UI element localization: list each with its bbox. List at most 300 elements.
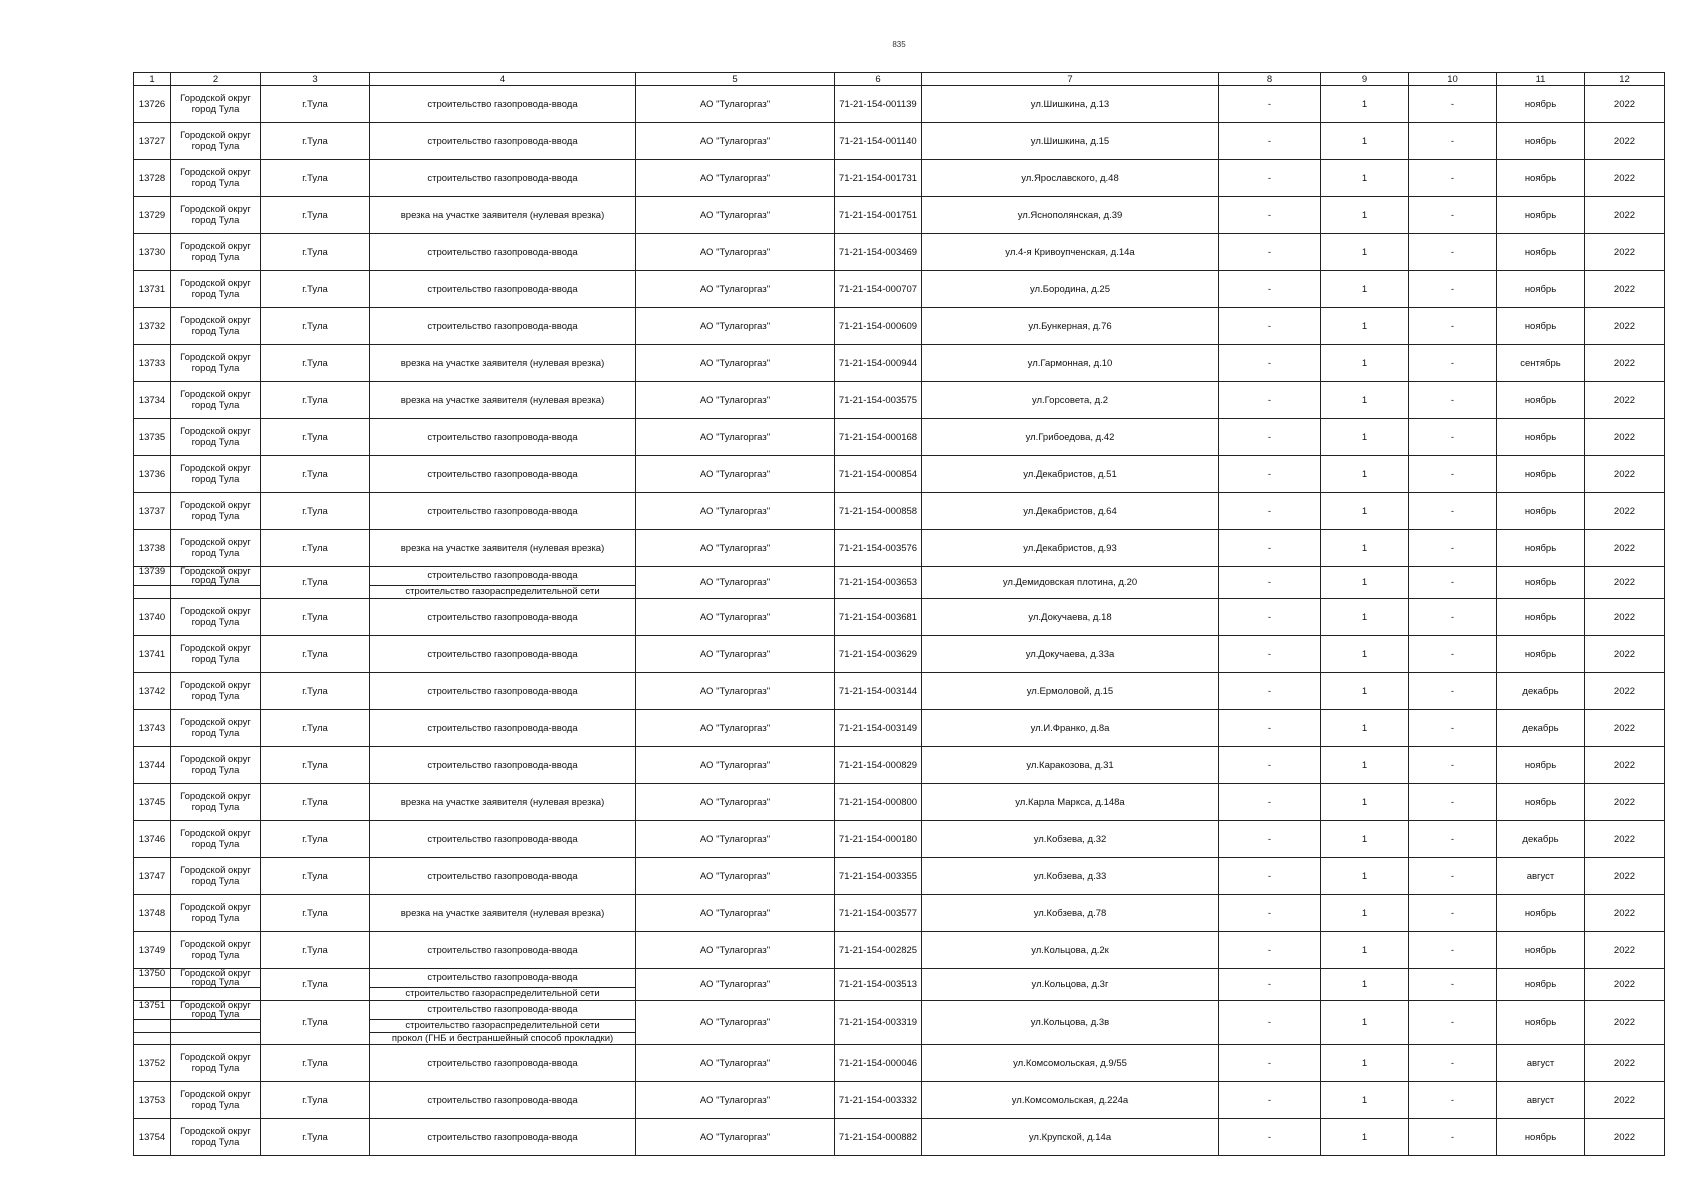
cell-c10: - — [1409, 234, 1497, 271]
cell-c10: - — [1409, 567, 1497, 599]
cell-work: строительство газопровода-ввода — [370, 1082, 636, 1119]
cell-month: ноябрь — [1497, 271, 1585, 308]
cell-org: АО "Тулагоргаз" — [636, 821, 835, 858]
cell-num: 13747 — [134, 858, 171, 895]
cell-year: 2022 — [1585, 530, 1665, 567]
cell-work: строительство газопровода-ввода — [370, 1045, 636, 1082]
page-number: 835 — [892, 40, 906, 49]
column-header: 2 — [171, 73, 261, 86]
column-header: 9 — [1321, 73, 1409, 86]
cell-year: 2022 — [1585, 895, 1665, 932]
cell-district: Городской округ город Тула — [171, 1001, 261, 1020]
cell-year: 2022 — [1585, 747, 1665, 784]
cell-num: 13751 — [134, 1001, 171, 1020]
table-row — [134, 160, 1665, 197]
cell-c10: - — [1409, 123, 1497, 160]
cell-empty — [134, 1033, 171, 1045]
cell-num: 13735 — [134, 419, 171, 456]
cell-address: ул.4-я Кривоупченская, д.14а — [922, 234, 1219, 271]
cell-c8: - — [1219, 1082, 1321, 1119]
cell-c9: 1 — [1321, 710, 1409, 747]
cell-org: АО "Тулагоргаз" — [636, 599, 835, 636]
cell-work: строительство газопровода-ввода — [370, 969, 636, 988]
cell-num: 13732 — [134, 308, 171, 345]
cell-org: АО "Тулагоргаз" — [636, 1001, 835, 1045]
cell-num: 13739 — [134, 567, 171, 586]
cell-address: ул.Ермоловой, д.15 — [922, 673, 1219, 710]
cell-org: АО "Тулагоргаз" — [636, 1045, 835, 1082]
cell-year: 2022 — [1585, 160, 1665, 197]
table-row — [134, 382, 1665, 419]
cell-c9: 1 — [1321, 567, 1409, 599]
cell-work: строительство газопровода-ввода — [370, 234, 636, 271]
cell-c8: - — [1219, 419, 1321, 456]
cell-c10: - — [1409, 710, 1497, 747]
column-header: 10 — [1409, 73, 1497, 86]
cell-year: 2022 — [1585, 932, 1665, 969]
cell-month: ноябрь — [1497, 86, 1585, 123]
cell-month: ноябрь — [1497, 197, 1585, 234]
cell-c8: - — [1219, 858, 1321, 895]
cell-address: ул.Кольцова, д.2к — [922, 932, 1219, 969]
cell-c10: - — [1409, 1001, 1497, 1045]
cell-district: Городской округ город Тула — [171, 1082, 261, 1119]
cell-code: 71-21-154-000180 — [835, 821, 922, 858]
cell-settlement: г.Тула — [261, 308, 370, 345]
data-table — [133, 72, 1665, 1156]
cell-code: 71-21-154-001731 — [835, 160, 922, 197]
cell-c8: - — [1219, 382, 1321, 419]
cell-work: строительство газопровода-ввода — [370, 747, 636, 784]
cell-month: ноябрь — [1497, 234, 1585, 271]
cell-c10: - — [1409, 197, 1497, 234]
cell-year: 2022 — [1585, 86, 1665, 123]
cell-c9: 1 — [1321, 234, 1409, 271]
cell-settlement: г.Тула — [261, 1119, 370, 1156]
cell-work: строительство газопровода-ввода — [370, 673, 636, 710]
cell-c10: - — [1409, 858, 1497, 895]
cell-district: Городской округ город Тула — [171, 636, 261, 673]
cell-address: ул.Декабристов, д.93 — [922, 530, 1219, 567]
column-header: 12 — [1585, 73, 1665, 86]
cell-code: 71-21-154-003149 — [835, 710, 922, 747]
cell-year: 2022 — [1585, 382, 1665, 419]
cell-work: строительство газопровода-ввода — [370, 1001, 636, 1020]
cell-address: ул.Крупской, д.14а — [922, 1119, 1219, 1156]
cell-c9: 1 — [1321, 1001, 1409, 1045]
cell-year: 2022 — [1585, 673, 1665, 710]
cell-work: строительство газораспределительной сети — [370, 988, 636, 1001]
cell-num: 13741 — [134, 636, 171, 673]
cell-empty — [171, 586, 261, 599]
cell-c10: - — [1409, 1082, 1497, 1119]
cell-c10: - — [1409, 271, 1497, 308]
cell-settlement: г.Тула — [261, 456, 370, 493]
cell-num: 13728 — [134, 160, 171, 197]
cell-code: 71-21-154-003577 — [835, 895, 922, 932]
cell-address: ул.Докучаева, д.18 — [922, 599, 1219, 636]
cell-num: 13743 — [134, 710, 171, 747]
cell-c8: - — [1219, 932, 1321, 969]
cell-c8: - — [1219, 1001, 1321, 1045]
cell-work: строительство газопровода-ввода — [370, 308, 636, 345]
cell-org: АО "Тулагоргаз" — [636, 747, 835, 784]
cell-org: АО "Тулагоргаз" — [636, 382, 835, 419]
cell-month: ноябрь — [1497, 1001, 1585, 1045]
cell-num: 13731 — [134, 271, 171, 308]
cell-c9: 1 — [1321, 493, 1409, 530]
cell-address: ул.Бункерная, д.76 — [922, 308, 1219, 345]
cell-c10: - — [1409, 932, 1497, 969]
cell-settlement: г.Тула — [261, 382, 370, 419]
cell-settlement: г.Тула — [261, 673, 370, 710]
cell-org: АО "Тулагоргаз" — [636, 271, 835, 308]
cell-c9: 1 — [1321, 1119, 1409, 1156]
cell-code: 71-21-154-000168 — [835, 419, 922, 456]
cell-org: АО "Тулагоргаз" — [636, 932, 835, 969]
cell-district: Городской округ город Тула — [171, 1119, 261, 1156]
cell-c9: 1 — [1321, 673, 1409, 710]
cell-work: строительство газопровода-ввода — [370, 821, 636, 858]
cell-c9: 1 — [1321, 382, 1409, 419]
cell-org: АО "Тулагоргаз" — [636, 419, 835, 456]
cell-num: 13730 — [134, 234, 171, 271]
cell-settlement: г.Тула — [261, 710, 370, 747]
cell-work: строительство газораспределительной сети — [370, 1020, 636, 1033]
cell-code: 71-21-154-000800 — [835, 784, 922, 821]
cell-district: Городской округ город Тула — [171, 784, 261, 821]
cell-c10: - — [1409, 969, 1497, 1001]
table-row — [134, 86, 1665, 123]
cell-address: ул.Кобзева, д.32 — [922, 821, 1219, 858]
table-row — [134, 858, 1665, 895]
cell-code: 71-21-154-003355 — [835, 858, 922, 895]
cell-c10: - — [1409, 747, 1497, 784]
cell-settlement: г.Тула — [261, 197, 370, 234]
cell-num: 13750 — [134, 969, 171, 988]
cell-settlement: г.Тула — [261, 234, 370, 271]
cell-year: 2022 — [1585, 821, 1665, 858]
cell-c8: - — [1219, 895, 1321, 932]
cell-c9: 1 — [1321, 456, 1409, 493]
cell-address: ул.Кобзева, д.78 — [922, 895, 1219, 932]
column-header: 11 — [1497, 73, 1585, 86]
cell-c10: - — [1409, 636, 1497, 673]
cell-address: ул.Комсомольская, д.224а — [922, 1082, 1219, 1119]
cell-c8: - — [1219, 567, 1321, 599]
cell-address: ул.Шишкина, д.15 — [922, 123, 1219, 160]
cell-month: сентябрь — [1497, 345, 1585, 382]
cell-org: АО "Тулагоргаз" — [636, 858, 835, 895]
cell-num: 13749 — [134, 932, 171, 969]
table-row — [134, 747, 1665, 784]
cell-c8: - — [1219, 86, 1321, 123]
cell-c9: 1 — [1321, 969, 1409, 1001]
cell-month: ноябрь — [1497, 784, 1585, 821]
cell-org: АО "Тулагоргаз" — [636, 784, 835, 821]
cell-c9: 1 — [1321, 784, 1409, 821]
table-row — [134, 599, 1665, 636]
cell-org: АО "Тулагоргаз" — [636, 530, 835, 567]
cell-c9: 1 — [1321, 271, 1409, 308]
cell-month: декабрь — [1497, 821, 1585, 858]
cell-org: АО "Тулагоргаз" — [636, 493, 835, 530]
cell-settlement: г.Тула — [261, 784, 370, 821]
cell-num: 13742 — [134, 673, 171, 710]
cell-c8: - — [1219, 1045, 1321, 1082]
cell-work: строительство газопровода-ввода — [370, 419, 636, 456]
cell-settlement: г.Тула — [261, 969, 370, 1001]
cell-work: врезка на участке заявителя (нулевая врезка) — [370, 895, 636, 932]
cell-settlement: г.Тула — [261, 1001, 370, 1045]
column-header: 5 — [636, 73, 835, 86]
cell-c9: 1 — [1321, 345, 1409, 382]
cell-year: 2022 — [1585, 1001, 1665, 1045]
cell-month: ноябрь — [1497, 895, 1585, 932]
table-row — [134, 456, 1665, 493]
cell-c9: 1 — [1321, 530, 1409, 567]
cell-month: ноябрь — [1497, 567, 1585, 599]
cell-work: прокол (ГНБ и бестраншейный способ прокладки) — [370, 1033, 636, 1045]
cell-month: декабрь — [1497, 673, 1585, 710]
cell-num: 13736 — [134, 456, 171, 493]
cell-district: Городской округ город Тула — [171, 493, 261, 530]
cell-c8: - — [1219, 1119, 1321, 1156]
cell-c8: - — [1219, 123, 1321, 160]
cell-num: 13746 — [134, 821, 171, 858]
cell-year: 2022 — [1585, 234, 1665, 271]
cell-year: 2022 — [1585, 969, 1665, 1001]
cell-district: Городской округ город Тула — [171, 271, 261, 308]
cell-num: 13753 — [134, 1082, 171, 1119]
column-header: 4 — [370, 73, 636, 86]
cell-settlement: г.Тула — [261, 567, 370, 599]
cell-year: 2022 — [1585, 599, 1665, 636]
cell-c8: - — [1219, 234, 1321, 271]
cell-work: строительство газопровода-ввода — [370, 160, 636, 197]
cell-work: строительство газопровода-ввода — [370, 123, 636, 160]
cell-work: строительство газопровода-ввода — [370, 710, 636, 747]
cell-c10: - — [1409, 308, 1497, 345]
cell-code: 71-21-154-003576 — [835, 530, 922, 567]
cell-c9: 1 — [1321, 599, 1409, 636]
cell-code: 71-21-154-003629 — [835, 636, 922, 673]
cell-year: 2022 — [1585, 858, 1665, 895]
cell-year: 2022 — [1585, 636, 1665, 673]
cell-work: строительство газопровода-ввода — [370, 86, 636, 123]
cell-address: ул.Грибоедова, д.42 — [922, 419, 1219, 456]
cell-code: 71-21-154-003653 — [835, 567, 922, 599]
cell-settlement: г.Тула — [261, 530, 370, 567]
cell-settlement: г.Тула — [261, 599, 370, 636]
cell-code: 71-21-154-000854 — [835, 456, 922, 493]
table-row — [134, 1082, 1665, 1119]
cell-c10: - — [1409, 419, 1497, 456]
table-row — [134, 821, 1665, 858]
cell-settlement: г.Тула — [261, 419, 370, 456]
cell-code: 71-21-154-003144 — [835, 673, 922, 710]
cell-work: строительство газопровода-ввода — [370, 636, 636, 673]
cell-settlement: г.Тула — [261, 271, 370, 308]
cell-district: Городской округ город Тула — [171, 747, 261, 784]
cell-code: 71-21-154-000829 — [835, 747, 922, 784]
cell-num: 13748 — [134, 895, 171, 932]
cell-settlement: г.Тула — [261, 895, 370, 932]
cell-month: ноябрь — [1497, 636, 1585, 673]
cell-settlement: г.Тула — [261, 1082, 370, 1119]
cell-work: строительство газораспределительной сети — [370, 586, 636, 599]
cell-address: ул.Кольцова, д.3г — [922, 969, 1219, 1001]
cell-num: 13734 — [134, 382, 171, 419]
cell-month: ноябрь — [1497, 123, 1585, 160]
cell-c10: - — [1409, 160, 1497, 197]
cell-work: строительство газопровода-ввода — [370, 932, 636, 969]
cell-district: Городской округ город Тула — [171, 308, 261, 345]
cell-org: АО "Тулагоргаз" — [636, 895, 835, 932]
cell-c9: 1 — [1321, 636, 1409, 673]
cell-c9: 1 — [1321, 419, 1409, 456]
cell-year: 2022 — [1585, 271, 1665, 308]
column-header: 1 — [134, 73, 171, 86]
cell-code: 71-21-154-000046 — [835, 1045, 922, 1082]
cell-code: 71-21-154-002825 — [835, 932, 922, 969]
cell-org: АО "Тулагоргаз" — [636, 345, 835, 382]
cell-year: 2022 — [1585, 123, 1665, 160]
column-header: 3 — [261, 73, 370, 86]
cell-work: строительство газопровода-ввода — [370, 567, 636, 586]
cell-address: ул.Демидовская плотина, д.20 — [922, 567, 1219, 599]
cell-num: 13729 — [134, 197, 171, 234]
cell-c8: - — [1219, 969, 1321, 1001]
table-row — [134, 1045, 1665, 1082]
cell-c10: - — [1409, 345, 1497, 382]
cell-month: ноябрь — [1497, 160, 1585, 197]
cell-code: 71-21-154-003469 — [835, 234, 922, 271]
cell-work: врезка на участке заявителя (нулевая врезка) — [370, 784, 636, 821]
table-row — [134, 673, 1665, 710]
cell-district: Городской округ город Тула — [171, 530, 261, 567]
table-row — [134, 197, 1665, 234]
cell-num: 13745 — [134, 784, 171, 821]
cell-org: АО "Тулагоргаз" — [636, 86, 835, 123]
cell-settlement: г.Тула — [261, 86, 370, 123]
cell-address: ул.Ярославского, д.48 — [922, 160, 1219, 197]
cell-month: ноябрь — [1497, 308, 1585, 345]
cell-month: август — [1497, 1045, 1585, 1082]
cell-address: ул.И.Франко, д.8а — [922, 710, 1219, 747]
table-row — [134, 493, 1665, 530]
cell-empty — [134, 586, 171, 599]
cell-org: АО "Тулагоргаз" — [636, 1082, 835, 1119]
cell-month: ноябрь — [1497, 599, 1585, 636]
cell-month: ноябрь — [1497, 969, 1585, 1001]
cell-code: 71-21-154-001139 — [835, 86, 922, 123]
cell-c8: - — [1219, 784, 1321, 821]
cell-c10: - — [1409, 784, 1497, 821]
cell-year: 2022 — [1585, 1045, 1665, 1082]
cell-code: 71-21-154-000858 — [835, 493, 922, 530]
cell-settlement: г.Тула — [261, 1045, 370, 1082]
cell-settlement: г.Тула — [261, 821, 370, 858]
cell-district: Городской округ город Тула — [171, 673, 261, 710]
cell-c10: - — [1409, 382, 1497, 419]
cell-org: АО "Тулагоргаз" — [636, 160, 835, 197]
cell-year: 2022 — [1585, 345, 1665, 382]
table-row — [134, 895, 1665, 932]
cell-year: 2022 — [1585, 710, 1665, 747]
table-row — [134, 271, 1665, 308]
cell-year: 2022 — [1585, 197, 1665, 234]
column-header: 8 — [1219, 73, 1321, 86]
cell-c9: 1 — [1321, 123, 1409, 160]
cell-month: ноябрь — [1497, 456, 1585, 493]
cell-year: 2022 — [1585, 567, 1665, 599]
cell-c9: 1 — [1321, 821, 1409, 858]
cell-empty — [134, 1020, 171, 1033]
cell-district: Городской округ город Тула — [171, 345, 261, 382]
cell-address: ул.Декабристов, д.51 — [922, 456, 1219, 493]
cell-c8: - — [1219, 345, 1321, 382]
cell-month: ноябрь — [1497, 493, 1585, 530]
table-row — [134, 1119, 1665, 1156]
cell-code: 71-21-154-000707 — [835, 271, 922, 308]
cell-year: 2022 — [1585, 493, 1665, 530]
cell-settlement: г.Тула — [261, 345, 370, 382]
cell-work: строительство газопровода-ввода — [370, 599, 636, 636]
column-header: 7 — [922, 73, 1219, 86]
cell-year: 2022 — [1585, 308, 1665, 345]
cell-c10: - — [1409, 1045, 1497, 1082]
cell-c10: - — [1409, 1119, 1497, 1156]
cell-empty — [134, 988, 171, 1001]
cell-district: Городской округ город Тула — [171, 932, 261, 969]
cell-num: 13740 — [134, 599, 171, 636]
cell-code: 71-21-154-000944 — [835, 345, 922, 382]
cell-code: 71-21-154-001140 — [835, 123, 922, 160]
cell-c8: - — [1219, 197, 1321, 234]
cell-code: 71-21-154-000609 — [835, 308, 922, 345]
table-row — [134, 969, 1665, 988]
cell-org: АО "Тулагоргаз" — [636, 456, 835, 493]
cell-address: ул.Декабристов, д.64 — [922, 493, 1219, 530]
cell-work: врезка на участке заявителя (нулевая врезка) — [370, 345, 636, 382]
cell-district: Городской округ город Тула — [171, 567, 261, 586]
table-row — [134, 308, 1665, 345]
cell-settlement: г.Тула — [261, 747, 370, 784]
cell-address: ул.Яснополянская, д.39 — [922, 197, 1219, 234]
cell-address: ул.Кобзева, д.33 — [922, 858, 1219, 895]
cell-num: 13744 — [134, 747, 171, 784]
cell-num: 13727 — [134, 123, 171, 160]
cell-org: АО "Тулагоргаз" — [636, 636, 835, 673]
cell-c10: - — [1409, 673, 1497, 710]
cell-c9: 1 — [1321, 895, 1409, 932]
cell-district: Городской округ город Тула — [171, 895, 261, 932]
table-row — [134, 419, 1665, 456]
cell-district: Городской округ город Тула — [171, 382, 261, 419]
cell-c9: 1 — [1321, 308, 1409, 345]
cell-c9: 1 — [1321, 86, 1409, 123]
cell-code: 71-21-154-003681 — [835, 599, 922, 636]
cell-c10: - — [1409, 86, 1497, 123]
cell-work: строительство газопровода-ввода — [370, 271, 636, 308]
cell-district: Городской округ город Тула — [171, 86, 261, 123]
cell-org: АО "Тулагоргаз" — [636, 197, 835, 234]
cell-code: 71-21-154-003319 — [835, 1001, 922, 1045]
table-row — [134, 530, 1665, 567]
cell-org: АО "Тулагоргаз" — [636, 308, 835, 345]
cell-c10: - — [1409, 493, 1497, 530]
